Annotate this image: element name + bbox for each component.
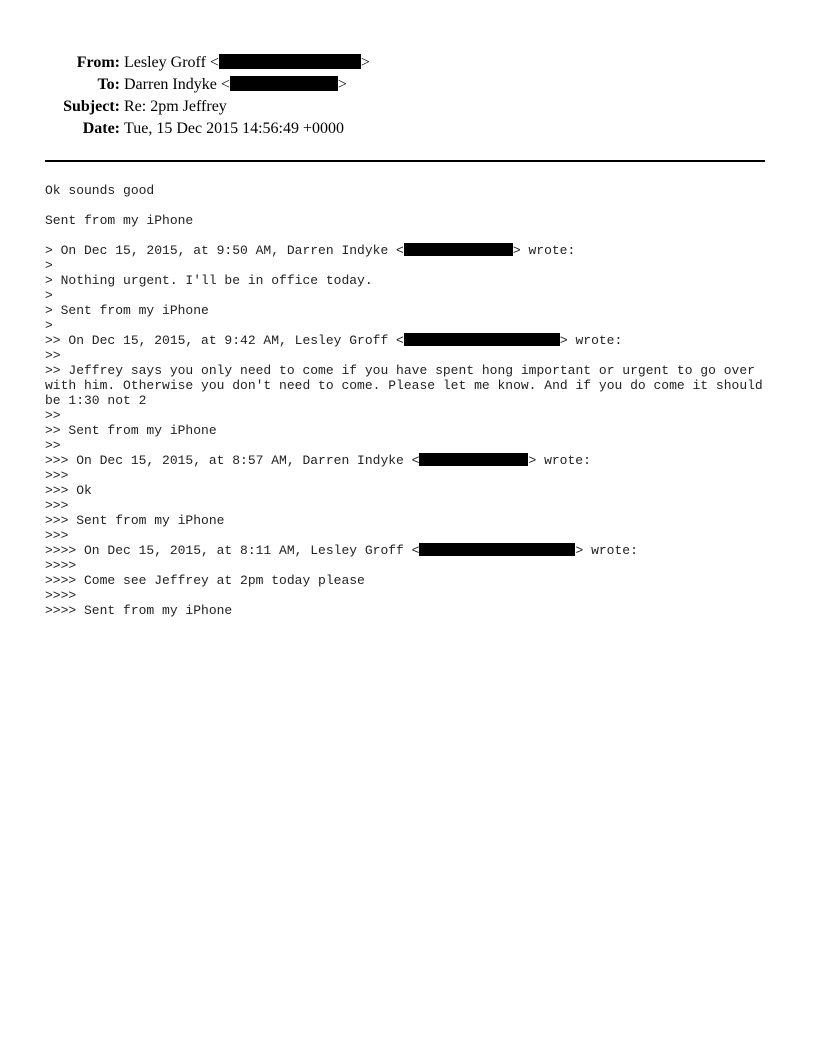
date-row (0, 118, 816, 140)
to-value (124, 74, 347, 96)
date-label: Date: (82, 120, 120, 137)
from-close: > (360, 54, 370, 71)
redaction-box (230, 76, 338, 91)
quote-marker: >> (45, 438, 61, 453)
date-value: Tue, 15 Dec 2015 14:56:49 +0000 (124, 120, 344, 137)
quote-marker: >> (45, 348, 61, 363)
quote-marker: >>>> (45, 558, 77, 573)
redaction-box (404, 333, 560, 346)
to-name: Darren Indyke < (124, 76, 230, 93)
reply-text: Ok sounds good (45, 183, 155, 198)
quote4-text: >>>> Come see Jeffrey at 2pm today please (45, 573, 365, 588)
quote4-attribution (45, 543, 767, 558)
quote3-text: >>> Ok (45, 483, 92, 498)
email-body (45, 183, 771, 618)
from-value (124, 52, 370, 74)
subject-label: Subject: (63, 98, 120, 115)
redaction-box (419, 543, 575, 556)
signature: Sent from my iPhone (45, 213, 194, 228)
attribution-prefix: >>> On Dec 15, 2015, at 8:57 AM, Darren Indyke < (45, 453, 420, 468)
from-label: From: (76, 54, 120, 71)
to-close: > (337, 76, 347, 93)
quote-marker: >>> (45, 498, 69, 513)
redaction-box (419, 453, 528, 466)
quote4-signature: >>>> Sent from my iPhone (45, 603, 233, 618)
quote2-signature: >> Sent from my iPhone (45, 423, 217, 438)
quote1-attribution (45, 243, 767, 258)
quote2-text: >> Jeffrey says you only need to come if you have spent hong important or urgent to go over with him. Otherwise you don't need to come. Please let me know. And if you do come it should be 1:30 not 2 (45, 363, 771, 408)
redaction-box (404, 243, 513, 256)
attribution-suffix: > wrote: (559, 333, 623, 348)
quote3-attribution (45, 453, 767, 468)
subject-value: Re: 2pm Jeffrey (124, 98, 227, 115)
blank-line (45, 228, 767, 243)
attribution-suffix: > wrote: (575, 543, 638, 558)
subject-row (0, 96, 816, 118)
quote3-signature: >>> Sent from my iPhone (45, 513, 225, 528)
from-name: Lesley Groff < (124, 54, 219, 71)
quote-marker: > (45, 258, 53, 273)
quote2-attribution (45, 333, 767, 348)
to-row (0, 74, 816, 96)
quote-marker: >> (45, 408, 61, 423)
quote1-text: > Nothing urgent. I'll be in office today. (45, 273, 373, 288)
quote-marker: > (45, 318, 53, 333)
attribution-suffix: > wrote: (512, 243, 576, 258)
attribution-prefix: >>>> On Dec 15, 2015, at 8:11 AM, Lesley Groff < (45, 543, 420, 558)
attribution-suffix: > wrote: (528, 453, 591, 468)
blank-line (45, 198, 767, 213)
to-label: To: (97, 76, 120, 93)
quote-marker: > (45, 288, 53, 303)
quote-marker: >>> (45, 468, 69, 483)
quote-marker: >>>> (45, 588, 77, 603)
email-header (0, 52, 816, 140)
from-row (0, 52, 816, 74)
quote-marker: >>> (45, 528, 69, 543)
quote1-signature: > Sent from my iPhone (45, 303, 209, 318)
attribution-prefix: >> On Dec 15, 2015, at 9:42 AM, Lesley Groff < (45, 333, 404, 348)
attribution-prefix: > On Dec 15, 2015, at 9:50 AM, Darren Indyke < (45, 243, 404, 258)
header-divider (45, 160, 765, 162)
redaction-box (219, 54, 361, 69)
